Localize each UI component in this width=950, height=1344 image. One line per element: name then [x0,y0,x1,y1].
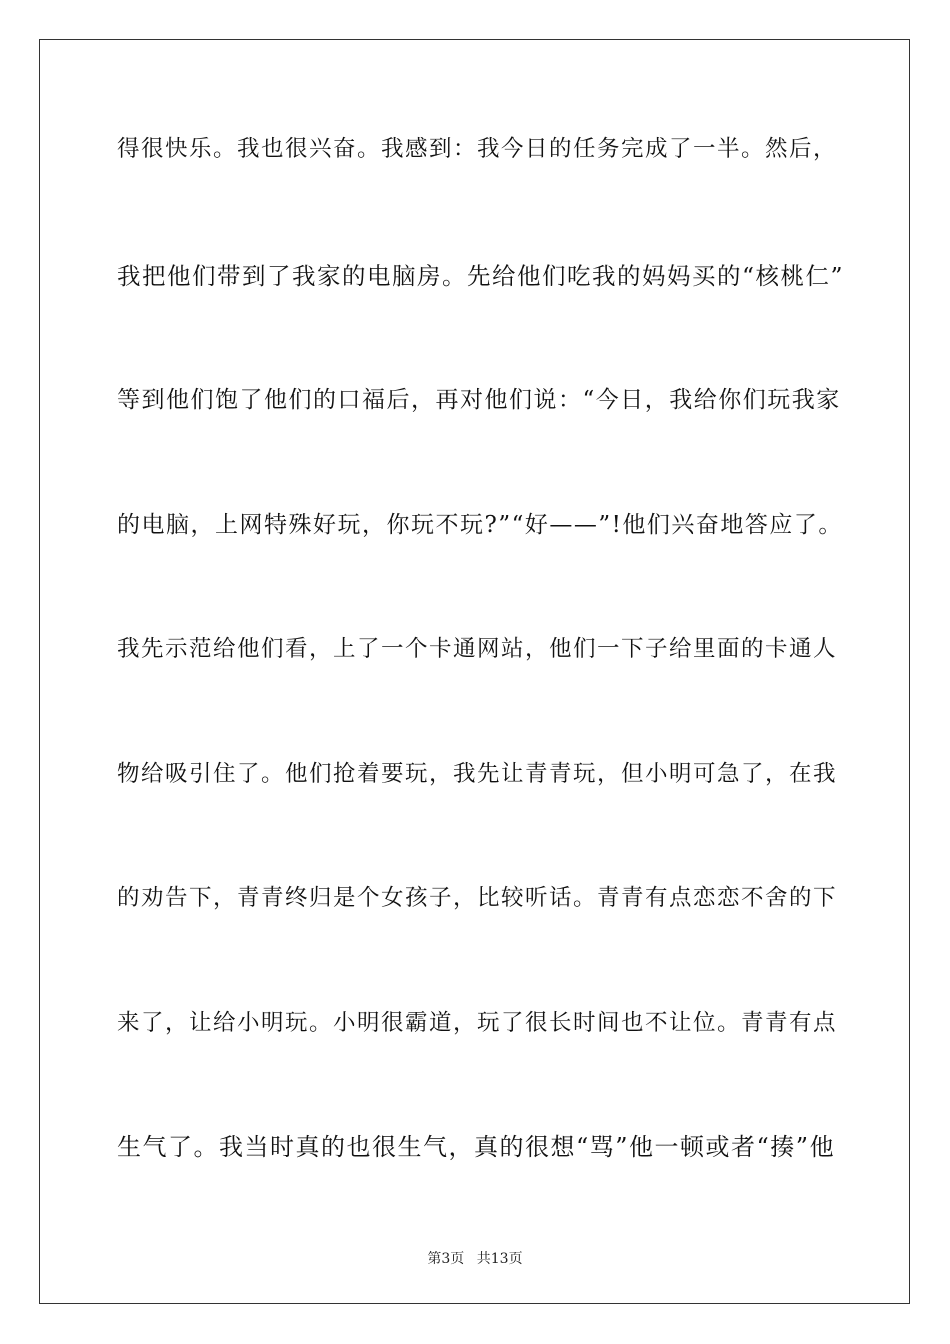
text-line-6: 物给吸引住了。他们抢着要玩，我先让青青玩，但小明可急了，在我 [117,761,838,787]
text-line-5: 我先示范给他们看，上了一个卡通网站，他们一下子给里面的卡通人 [117,636,838,662]
page-total: 共13页 [476,1251,523,1267]
text-line-3: 等到他们饱了他们的口福后，再对他们说：“今日，我给你们玩我家 [117,387,841,413]
text-line-2: 我把他们带到了我家的电脑房。先给他们吃我的妈妈买的“核桃仁” [117,262,845,290]
text-line-9: 生气了。我当时真的也很生气，真的很想“骂”他一顿或者“揍”他 [117,1133,836,1161]
page-footer [0,1248,950,1268]
text-line-8: 来了，让给小明玩。小明很霸道，玩了很长时间也不让位。青青有点 [117,1010,838,1036]
page-number: 第3页 [427,1251,465,1267]
text-line-4: 的电脑，上网特殊好玩，你玩不玩?”“好——”!他们兴奋地答应了。 [117,512,843,538]
page-frame [39,39,910,1304]
text-line-1: 得很快乐。我也很兴奋。我感到：我今日的任务完成了一半。然后， [117,136,838,162]
text-line-7: 的劝告下，青青终归是个女孩子，比较听话。青青有点恋恋不舍的下 [117,885,838,911]
